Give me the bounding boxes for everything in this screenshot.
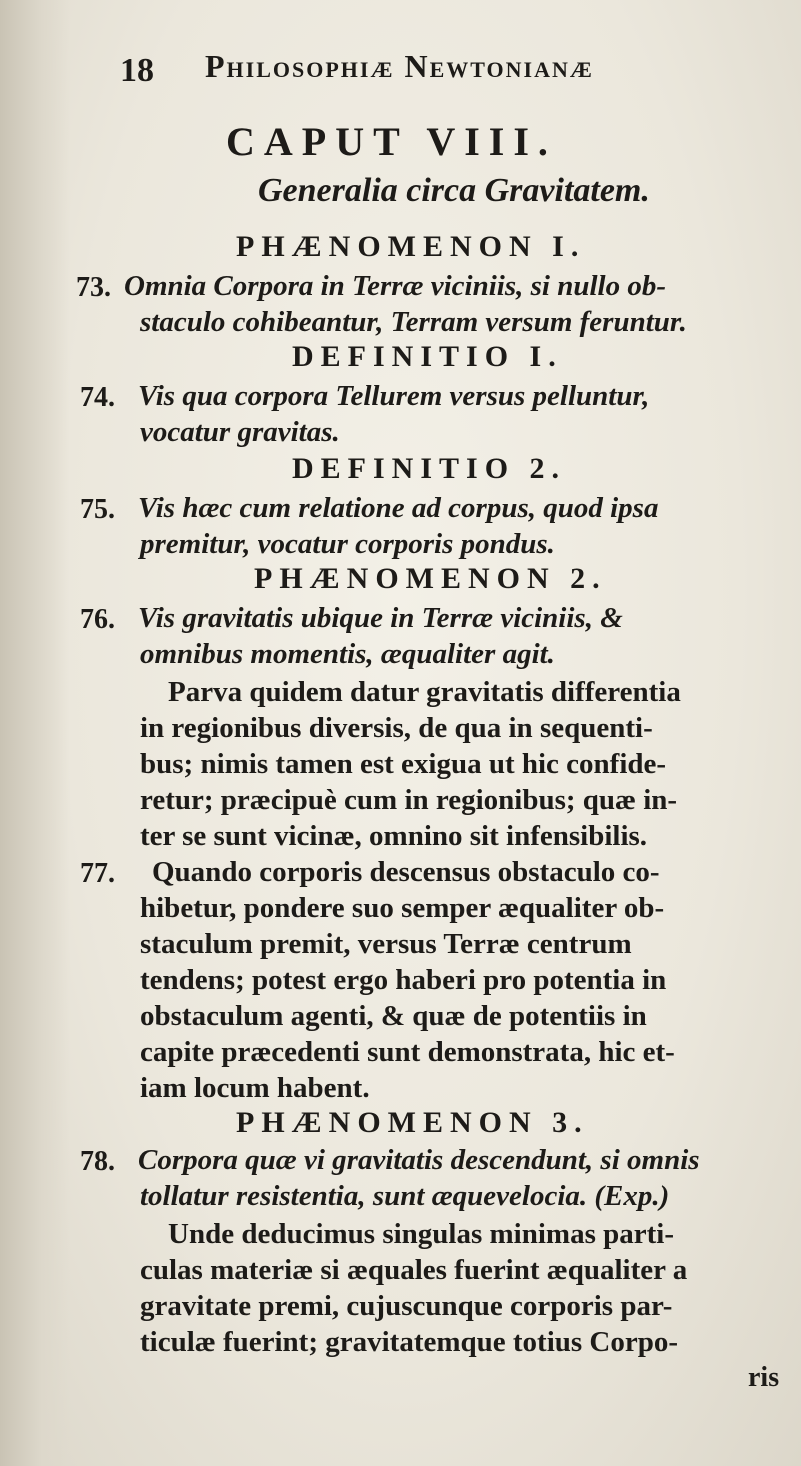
paragraph-number: 78. <box>80 1146 115 1177</box>
body-line: obstaculum agenti, & quæ de potentiis in <box>140 1000 647 1032</box>
body-line: ter se sunt vicinæ, omnino sit infensibilis. <box>140 820 648 852</box>
paragraph-number: 76. <box>80 604 115 635</box>
body-line: Parva quidem datur gravitatis differentia <box>168 676 681 708</box>
section-heading: DEFINITIO I. <box>292 340 563 373</box>
paragraph-number: 77. <box>80 858 115 889</box>
body-line: tendens; potest ergo haberi pro potentia in <box>140 964 667 996</box>
proposition-line: Vis gravitatis ubique in Terræ viciniis, & <box>138 602 623 634</box>
paragraph-number: 75. <box>80 494 115 525</box>
body-line: iam locum habent. <box>140 1072 370 1104</box>
body-line: ticulæ fuerint; gravitatemque totius Corpo- <box>140 1326 679 1358</box>
proposition-line: omnibus momentis, æqualiter agit. <box>140 638 555 670</box>
page-gutter <box>0 0 70 1466</box>
body-line: Unde deducimus singulas minimas parti- <box>168 1218 674 1250</box>
chapter-subtitle: Generalia circa Gravitatem. <box>258 172 650 209</box>
definition-line: vocatur gravitas. <box>140 416 340 448</box>
body-line: bus; nimis tamen est exigua ut hic confide- <box>140 748 667 780</box>
catchword: ris <box>748 1362 780 1393</box>
proposition-line: Omnia Corpora in Terræ viciniis, si nullo ob- <box>124 270 666 302</box>
body-line: capite præcedenti sunt demonstrata, hic et- <box>140 1036 675 1068</box>
proposition-line: tollatur resistentia, sunt æquevelocia. (Exp.) <box>140 1180 670 1212</box>
proposition-line: Corpora quæ vi gravitatis descendunt, si omnis <box>138 1144 700 1176</box>
running-title: Philosophiæ Newtonianæ <box>205 48 594 84</box>
body-line: retur; præcipuè cum in regionibus; quæ in- <box>140 784 678 816</box>
body-line: Quando corporis descensus obstaculo co- <box>152 856 660 888</box>
section-heading: DEFINITIO 2. <box>292 452 567 485</box>
chapter-title: CAPUT VIII. <box>226 119 557 164</box>
section-heading: PHÆNOMENON 2. <box>254 562 607 595</box>
body-line: culas materiæ si æquales fuerint æqualiter a <box>140 1254 688 1286</box>
paragraph-number: 73. <box>76 272 111 303</box>
paragraph-number: 74. <box>80 382 115 413</box>
definition-line: premitur, vocatur corporis pondus. <box>140 528 555 560</box>
definition-line: Vis qua corpora Tellurem versus pelluntur, <box>138 380 650 412</box>
section-heading: PHÆNOMENON 3. <box>236 1106 589 1139</box>
body-line: hibetur, pondere suo semper æqualiter ob- <box>140 892 665 924</box>
definition-line: Vis hæc cum relatione ad corpus, quod ipsa <box>138 492 659 524</box>
section-heading: PHÆNOMENON I. <box>236 230 586 263</box>
body-line: gravitate premi, cujuscunque corporis par- <box>140 1290 673 1322</box>
body-line: staculum premit, versus Terræ centrum <box>140 928 632 960</box>
proposition-line: staculo cohibeantur, Terram versum feruntur. <box>140 306 687 338</box>
body-line: in regionibus diversis, de qua in sequenti- <box>140 712 653 744</box>
page-number: 18 <box>120 52 154 89</box>
